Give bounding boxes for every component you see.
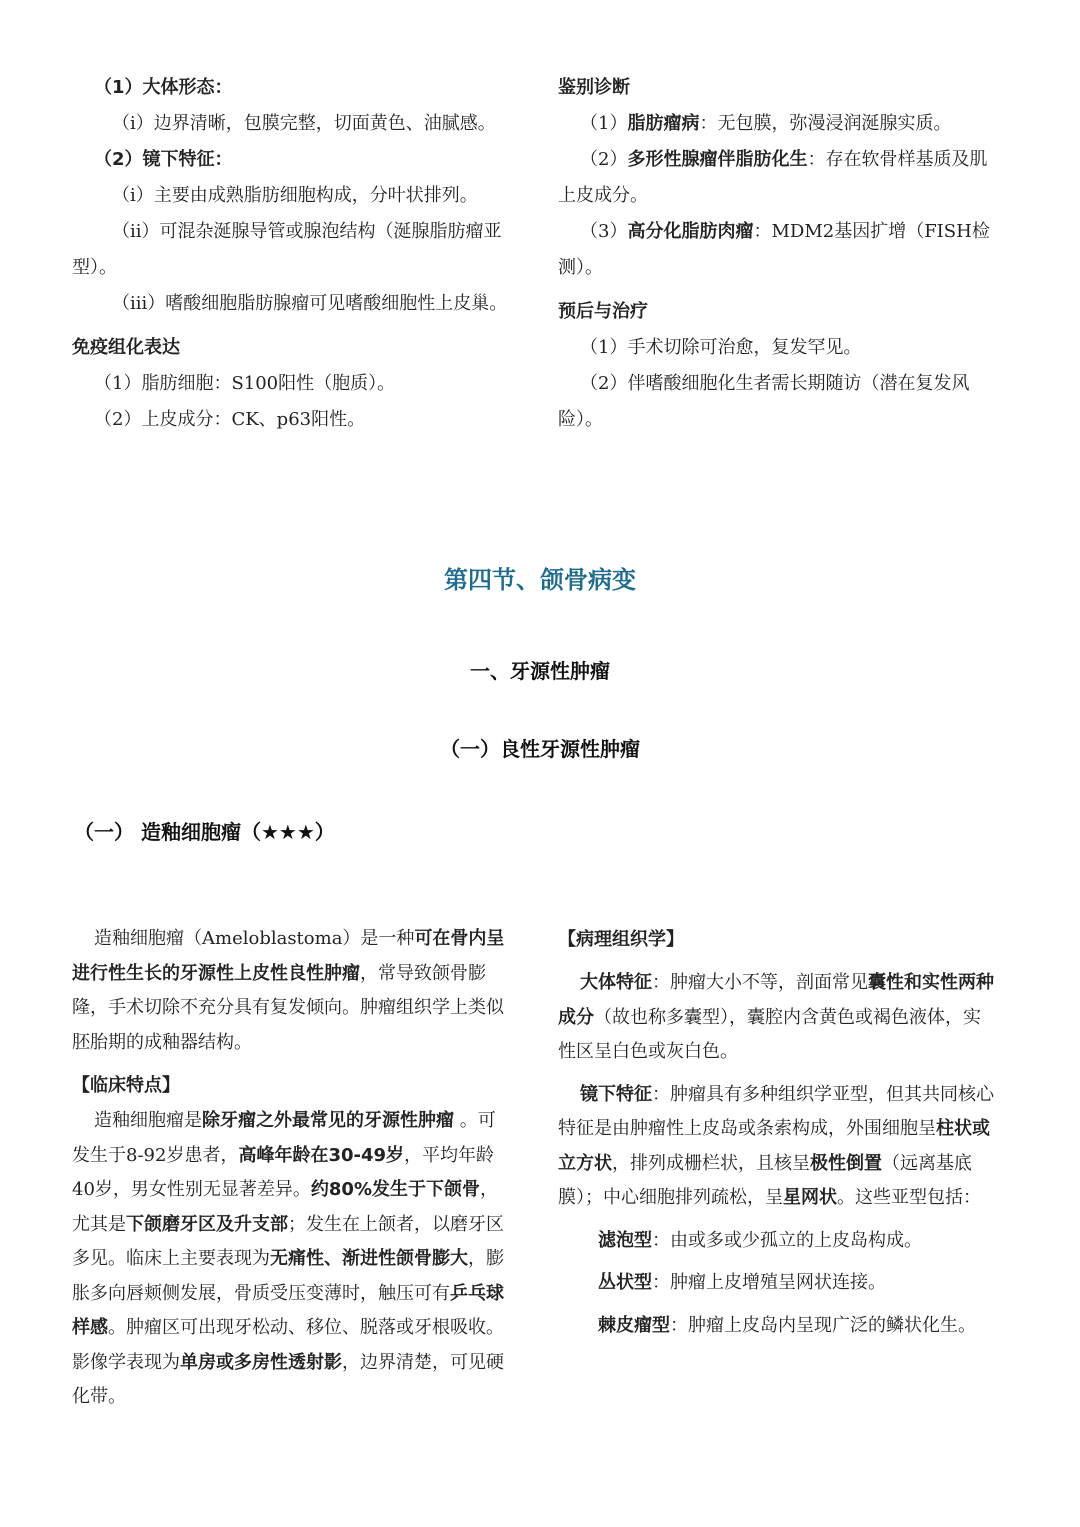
prognosis-heading: 预后与治疗 [558,301,648,322]
dd-item-3-text: ：MDM2基因扩增（FISH检测）。 [558,221,990,278]
gross-features-label: 大体特征 [580,972,652,993]
bottom-left-column [72,922,512,1415]
subchapter-title: （一）良性牙源性肿瘤 [440,737,640,761]
follicular-type-text: ：由或多或少孤立的上皮岛构成。 [652,1229,922,1251]
clinical-text-4: ，尤其是 [72,1179,498,1235]
ihc-heading: 免疫组化表达 [72,337,180,358]
microscopic-features-label: 镜下特征 [580,1083,652,1105]
acanthomatous-type-label: 棘皮瘤型 [598,1314,670,1336]
clinical-text-3: ，平均年龄40岁，男女性别无显著差异。 [72,1144,495,1200]
microscopic-features-text-1: ：肿瘤具有多种组织学亚型，但其共同核心特征是由肿瘤性上皮岛或条索构成，外围细胞呈 [558,1083,994,1139]
ihc-item-1: （1）脂肪细胞：S100阳性（胞质）。 [94,373,396,394]
microscopic-features-text-2: ，排列成栅栏状，且核呈 [612,1152,810,1174]
top-right-column [558,70,998,438]
intro-text-2: ，常导致颌骨膨隆，手术切除不充分具有复发倾向。肿瘤组织学上类似胚胎期的成釉器结构。 [72,962,504,1053]
clinical-text-5: ；发生在上颌者，以磨牙区多见。临床上主要表现为 [72,1213,504,1269]
differential-diagnosis-heading: 鉴别诊断 [558,77,630,98]
clinical-bold-6: 乒乓球样感 [72,1282,504,1338]
gross-features-text-1: ：肿瘤大小不等，剖面常见 [652,972,868,993]
clinical-bold-1: 除牙瘤之外最常见的牙源性肿瘤 [202,1110,454,1131]
dd-item-2-term: 多形性腺瘤伴脂肪化生 [627,149,808,170]
plexiform-type [558,1266,998,1301]
bottom-right-column [558,922,998,1343]
intro-paragraph [72,922,512,1060]
pathology-heading: 【病理组织学】 [558,929,684,950]
acanthomatous-type-text: ：肿瘤上皮岛内呈现广泛的鳞状化生。 [670,1314,976,1336]
microscopic-features-bold-2: 极性倒置 [810,1152,882,1174]
top-left-column [72,70,512,438]
gross-form-item-i: （i）边界清晰，包膜完整，切面黄色、油腻感。 [112,113,496,134]
dd-item-3-number: （3） [580,221,628,242]
microscopic-item-i: （i）主要由成熟脂肪细胞构成，分叶状排列。 [112,185,478,206]
microscopic-heading: （2）镜下特征： [94,149,233,170]
clinical-bold-4: 下颌磨牙区及升支部 [126,1213,288,1235]
clinical-text-1: 造釉细胞瘤是 [94,1110,202,1131]
gross-features-paragraph [558,966,998,1070]
plexiform-type-label: 丛状型 [598,1272,652,1293]
microscopic-item-iii: （iii）嗜酸细胞脂肪腺瘤可见嗜酸细胞性上皮巢。 [112,293,508,314]
dd-item-1 [558,106,998,142]
clinical-bold-5: 无痛性、渐进性颌骨膨大 [270,1248,468,1269]
microscopic-item-ii: （ii）可混杂涎腺导管或腺泡结构（涎腺脂肪瘤亚型）。 [72,221,502,278]
prognosis-item-1: （1）手术切除可治愈，复发罕见。 [580,337,862,358]
gross-form-heading: （1）大体形态： [94,77,233,98]
plexiform-type-text: ：肿瘤上皮增殖呈网状连接。 [652,1272,886,1293]
microscopic-features-text-3: （远离基底膜）；中心细胞排列疏松，呈 [558,1152,972,1208]
clinical-bold-7: 单房或多房性透射影 [180,1351,342,1373]
gross-features-bold-1: 囊性和实性两种成分 [558,972,994,1028]
dd-item-2-text: ：存在软骨样基质及肌上皮成分。 [558,149,988,206]
dd-item-1-number: （1） [580,113,628,134]
item-title: （一） 造釉细胞瘤（★★★） [74,820,335,844]
dd-item-3 [558,214,998,286]
section-title: 第四节、颌骨病变 [444,566,636,594]
clinical-text-7: 。肿瘤区可出现牙松动、移位、脱落或牙根吸收。影像学表现为 [72,1317,504,1373]
dd-item-2 [558,142,998,214]
follicular-type [558,1224,998,1259]
clinical-bold-2: 高峰年龄在30-49岁 [238,1144,405,1166]
intro-bold-1: 可在骨内呈进行性生长的牙源性上皮性良性肿瘤 [72,928,505,984]
intro-text-1: 造釉细胞瘤（Ameloblastoma）是一种 [94,928,415,949]
microscopic-features-bold-1: 柱状或立方状 [558,1118,990,1174]
prognosis-item-2: （2）伴嗜酸细胞化生者需长期随访（潜在复发风险）。 [558,373,970,430]
clinical-text-6: ，膨胀多向唇颊侧发展，骨质受压变薄时，触压可有 [72,1248,504,1304]
clinical-text-2: 。可发生于8-92岁患者， [72,1110,496,1166]
ihc-item-2: （2）上皮成分：CK、p63阳性。 [94,409,366,430]
clinical-bold-3: 约80%发生于下颌骨 [310,1179,480,1200]
microscopic-features-paragraph [558,1078,998,1216]
acanthomatous-type [558,1309,998,1344]
clinical-paragraph [72,1104,512,1415]
dd-item-1-text: ：无包膜，弥漫浸润涎腺实质。 [699,113,952,134]
follicular-type-label: 滤泡型 [598,1229,652,1251]
microscopic-features-text-4: 。这些亚型包括： [837,1187,981,1208]
clinical-text-8: ，边界清楚，可见硬化带。 [72,1351,504,1407]
clinical-heading: 【临床特点】 [72,1075,180,1096]
dd-item-3-term: 高分化脂肪肉瘤 [627,221,754,242]
chapter-title: 一、牙源性肿瘤 [470,659,610,683]
gross-features-text-2: （故也称多囊型），囊腔内含黄色或褐色液体，实性区呈白色或灰白色。 [558,1006,981,1062]
microscopic-features-bold-3: 星网状 [783,1187,837,1208]
dd-item-2-number: （2） [580,149,628,170]
dd-item-1-term: 脂肪瘤病 [627,113,700,134]
